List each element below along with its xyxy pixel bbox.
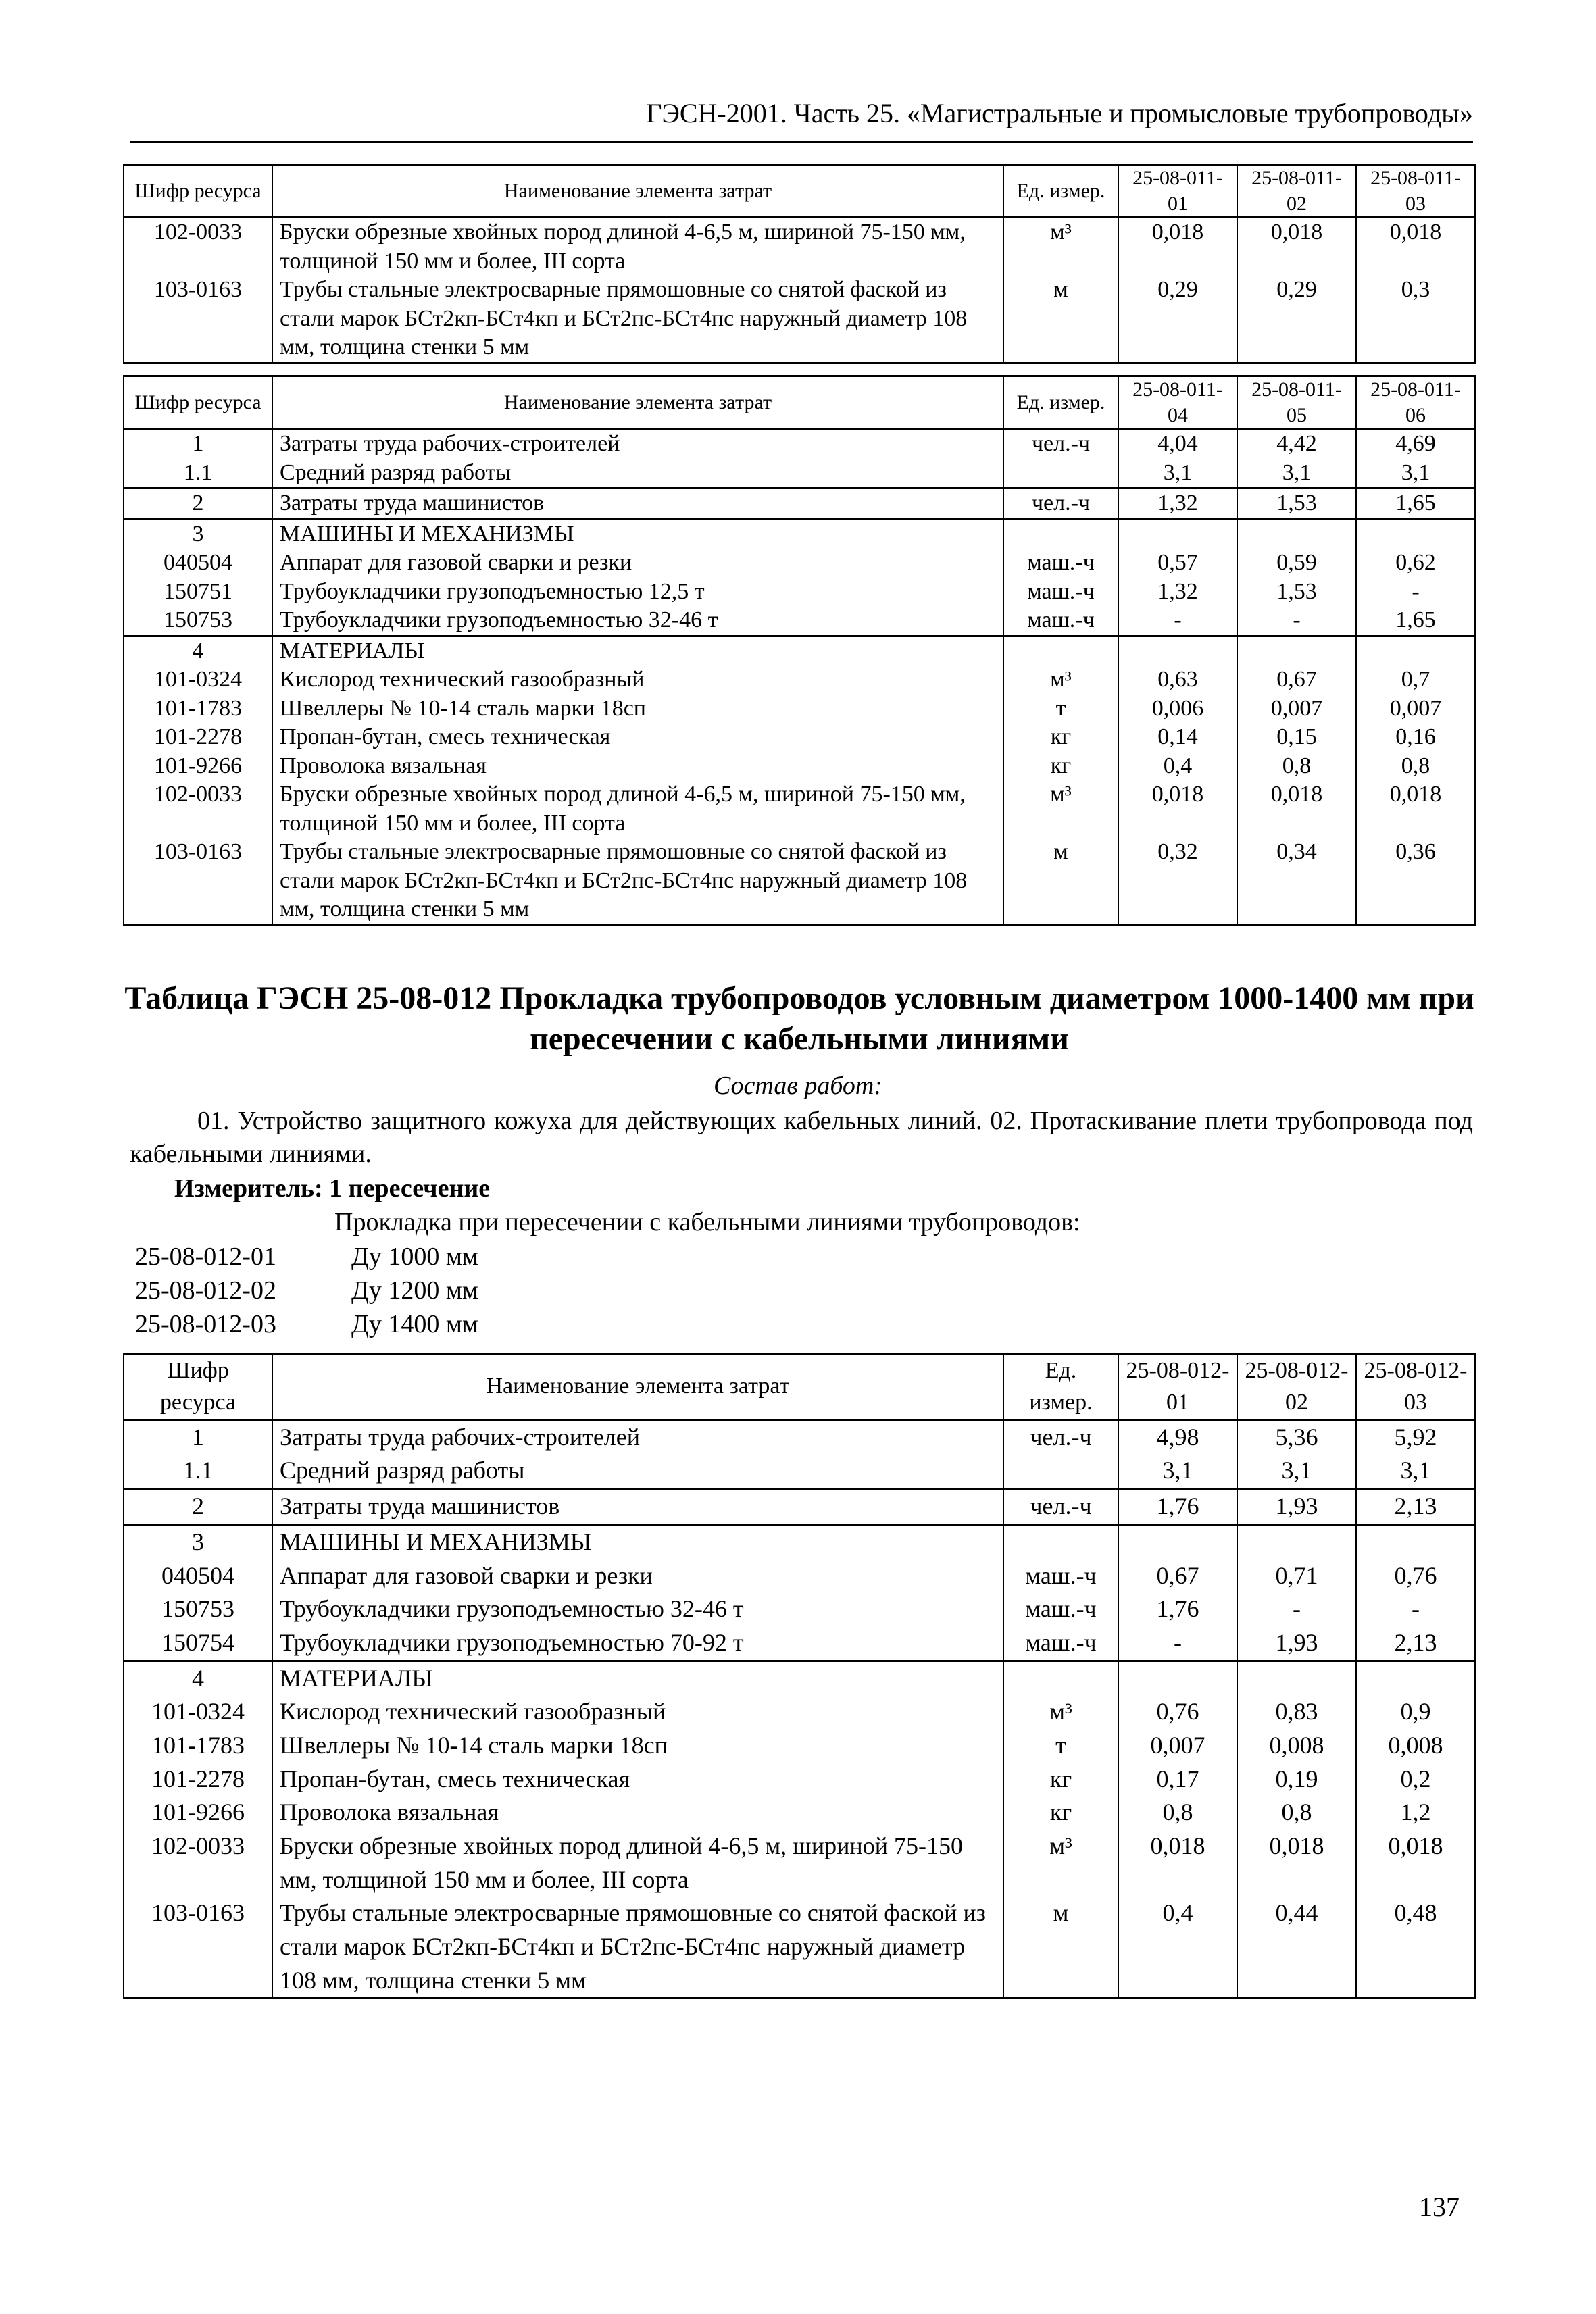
- value-cell: 0,4: [1118, 752, 1237, 781]
- variant-code: 25-08-012-02: [135, 1276, 276, 1305]
- value-cell: 0,018: [1118, 218, 1237, 276]
- resource-code: 101-0324: [124, 1695, 272, 1729]
- value-cell: 0,3: [1356, 276, 1475, 363]
- unit-cell: [1003, 519, 1118, 549]
- cost-element-name: МАШИНЫ И МЕХАНИЗМЫ: [272, 519, 1003, 549]
- cost-element-name: Швеллеры № 10-14 сталь марки 18сп: [272, 1729, 1003, 1763]
- column-header-variant: 25-08-011-05: [1237, 376, 1356, 429]
- value-cell: 0,62: [1356, 549, 1475, 578]
- unit-cell: т: [1003, 1729, 1118, 1763]
- value-cell: 0,67: [1237, 665, 1356, 695]
- column-header-code: Шифр ресурса: [124, 165, 272, 218]
- table-row: [124, 752, 1475, 781]
- cost-element-name: МАТЕРИАЛЫ: [272, 1661, 1003, 1695]
- value-cell: 0,018: [1356, 218, 1475, 276]
- value-cell: 0,29: [1118, 276, 1237, 363]
- resource-code: 2: [124, 488, 272, 520]
- unit-cell: кг: [1003, 723, 1118, 752]
- cost-element-name: Трубоукладчики грузоподъемностью 12,5 т: [272, 578, 1003, 607]
- unit-cell: м³: [1003, 1695, 1118, 1729]
- value-cell: -: [1356, 1592, 1475, 1626]
- column-header-name: Наименование элемента затрат: [272, 1355, 1003, 1420]
- resource-code: 150754: [124, 1626, 272, 1661]
- unit-cell: м: [1003, 276, 1118, 363]
- value-cell: 0,36: [1356, 838, 1475, 925]
- value-cell: 1,76: [1118, 1592, 1237, 1626]
- value-cell: 2,13: [1356, 1489, 1475, 1525]
- value-cell: 0,018: [1237, 218, 1356, 276]
- value-cell: 0,16: [1356, 723, 1475, 752]
- value-cell: 0,57: [1118, 549, 1237, 578]
- value-cell: 0,9: [1356, 1695, 1475, 1729]
- table-row: [124, 488, 1475, 520]
- value-cell: 0,7: [1356, 665, 1475, 695]
- variant-code: 25-08-012-03: [135, 1310, 276, 1338]
- value-cell: [1118, 519, 1237, 549]
- variant-item: [135, 1242, 478, 1272]
- resource-code: 1.1: [124, 459, 272, 488]
- cost-element-name: Кислород технический газообразный: [272, 1695, 1003, 1729]
- table-row: [124, 838, 1475, 925]
- value-cell: 3,1: [1118, 459, 1237, 488]
- value-cell: [1237, 1524, 1356, 1559]
- value-cell: [1237, 519, 1356, 549]
- column-header-variant: 25-08-011-03: [1356, 165, 1475, 218]
- cost-element-name: Пропан-бутан, смесь техническая: [272, 723, 1003, 752]
- unit-cell: м³: [1003, 665, 1118, 695]
- unit-cell: маш.-ч: [1003, 549, 1118, 578]
- unit-cell: маш.-ч: [1003, 1626, 1118, 1661]
- value-cell: 0,8: [1237, 1796, 1356, 1830]
- unit-cell: [1003, 1661, 1118, 1695]
- value-cell: 1,53: [1237, 488, 1356, 520]
- unit-cell: м: [1003, 1896, 1118, 1998]
- value-cell: 0,006: [1118, 695, 1237, 724]
- variants-intro: Прокладка при пересечении с кабельными линиями трубопроводов:: [334, 1208, 1080, 1236]
- column-header-code: Шифр ресурса: [124, 1355, 272, 1420]
- value-cell: 0,48: [1356, 1896, 1475, 1998]
- unit-cell: [1003, 1454, 1118, 1488]
- table-row: [124, 665, 1475, 695]
- unit-cell: чел.-ч: [1003, 1419, 1118, 1454]
- resource-code: 3: [124, 1524, 272, 1559]
- cost-element-name: Затраты труда рабочих-строителей: [272, 1419, 1003, 1454]
- unit-cell: [1003, 459, 1118, 488]
- cost-element-name: Трубоукладчики грузоподъемностью 70-92 т: [272, 1626, 1003, 1661]
- table-row: [124, 1524, 1475, 1559]
- resource-code: 102-0033: [124, 1830, 272, 1896]
- resource-code: 101-2278: [124, 723, 272, 752]
- value-cell: 0,14: [1118, 723, 1237, 752]
- resource-code: 1: [124, 429, 272, 459]
- table-row: [124, 606, 1475, 636]
- value-cell: 0,76: [1356, 1559, 1475, 1593]
- value-cell: [1356, 519, 1475, 549]
- value-cell: 5,36: [1237, 1419, 1356, 1454]
- value-cell: 0,29: [1237, 276, 1356, 363]
- value-cell: 0,59: [1237, 549, 1356, 578]
- resource-code: 150753: [124, 606, 272, 636]
- value-cell: [1356, 636, 1475, 665]
- column-header-variant: 25-08-012-03: [1356, 1355, 1475, 1420]
- resource-code: 1.1: [124, 1454, 272, 1488]
- resource-code: 3: [124, 519, 272, 549]
- value-cell: [1118, 1661, 1237, 1695]
- table-row: [124, 1830, 1475, 1896]
- column-header-unit: Ед. измер.: [1003, 165, 1118, 218]
- cost-element-name: Швеллеры № 10-14 сталь марки 18сп: [272, 695, 1003, 724]
- value-cell: 2,13: [1356, 1626, 1475, 1661]
- table-row: [124, 459, 1475, 488]
- column-header-name: Наименование элемента затрат: [272, 376, 1003, 429]
- cost-element-name: Трубоукладчики грузоподъемностью 32-46 т: [272, 1592, 1003, 1626]
- value-cell: 0,007: [1356, 695, 1475, 724]
- resource-code: 4: [124, 1661, 272, 1695]
- cost-element-name: Затраты труда рабочих-строителей: [272, 429, 1003, 459]
- column-header-variant: 25-08-011-06: [1356, 376, 1475, 429]
- value-cell: [1237, 1661, 1356, 1695]
- value-cell: 0,63: [1118, 665, 1237, 695]
- value-cell: [1237, 636, 1356, 665]
- table-row: [124, 519, 1475, 549]
- unit-cell: м: [1003, 838, 1118, 925]
- value-cell: 0,17: [1118, 1763, 1237, 1796]
- table-row: [124, 218, 1475, 276]
- value-cell: 0,19: [1237, 1763, 1356, 1796]
- value-cell: 1,93: [1237, 1489, 1356, 1525]
- table-row: [124, 1661, 1475, 1695]
- table-row: [124, 1489, 1475, 1525]
- cost-element-name: Проволока вязальная: [272, 1796, 1003, 1830]
- column-header-variant: 25-08-012-02: [1237, 1355, 1356, 1420]
- resource-code: 101-0324: [124, 665, 272, 695]
- unit-cell: т: [1003, 695, 1118, 724]
- unit-cell: чел.-ч: [1003, 488, 1118, 520]
- value-cell: 0,2: [1356, 1763, 1475, 1796]
- value-cell: 0,018: [1118, 780, 1237, 838]
- composition-label: Состав работ:: [713, 1072, 883, 1100]
- cost-element-name: Трубы стальные электросварные прямошовные со снятой фаской из стали марок БСт2кп-БСт4кп и БСт2пс-БСт4пс наружный диаметр 108 мм, толщина стенки 5 мм: [272, 276, 1003, 363]
- table-row: [124, 780, 1475, 838]
- column-header-variant: 25-08-011-02: [1237, 165, 1356, 218]
- resource-code: 101-9266: [124, 752, 272, 781]
- table-row: [124, 1592, 1475, 1626]
- value-cell: 0,008: [1356, 1729, 1475, 1763]
- value-cell: -: [1237, 606, 1356, 636]
- resource-code: 101-1783: [124, 1729, 272, 1763]
- variant-desc: Ду 1000 мм: [351, 1242, 479, 1271]
- value-cell: 0,018: [1118, 1830, 1237, 1896]
- unit-cell: маш.-ч: [1003, 1592, 1118, 1626]
- cost-element-name: Пропан-бутан, смесь техническая: [272, 1763, 1003, 1796]
- value-cell: 4,04: [1118, 429, 1237, 459]
- unit-cell: чел.-ч: [1003, 429, 1118, 459]
- value-cell: -: [1118, 606, 1237, 636]
- unit-cell: м³: [1003, 218, 1118, 276]
- table-row: [124, 276, 1475, 363]
- cost-element-name: Затраты труда машинистов: [272, 1489, 1003, 1525]
- cost-element-name: МАШИНЫ И МЕХАНИЗМЫ: [272, 1524, 1003, 1559]
- value-cell: 0,44: [1237, 1896, 1356, 1998]
- table-row: [124, 723, 1475, 752]
- value-cell: 0,32: [1118, 838, 1237, 925]
- column-header-unit: Ед. измер.: [1003, 376, 1118, 429]
- value-cell: 1,2: [1356, 1796, 1475, 1830]
- cost-element-name: Средний разряд работы: [272, 459, 1003, 488]
- table-row: [124, 578, 1475, 607]
- value-cell: 0,008: [1237, 1729, 1356, 1763]
- table-row: [124, 1695, 1475, 1729]
- value-cell: 3,1: [1237, 459, 1356, 488]
- value-cell: 1,93: [1237, 1626, 1356, 1661]
- table-row: [124, 429, 1475, 459]
- table-row: [124, 1763, 1475, 1796]
- table-row: [124, 695, 1475, 724]
- value-cell: 4,69: [1356, 429, 1475, 459]
- resource-code: 040504: [124, 1559, 272, 1593]
- cost-element-name: Затраты труда машинистов: [272, 488, 1003, 520]
- section-title: Таблица ГЭСН 25-08-012 Прокладка трубопроводов условным диаметром 1000-1400 мм при пересечении с кабельными линиями: [124, 980, 1474, 1057]
- variant-code: 25-08-012-01: [135, 1242, 276, 1271]
- variant-desc: Ду 1200 мм: [351, 1276, 479, 1305]
- value-cell: 0,007: [1237, 695, 1356, 724]
- unit-cell: кг: [1003, 1763, 1118, 1796]
- value-cell: 3,1: [1356, 1454, 1475, 1488]
- variant-item: [135, 1276, 478, 1305]
- cost-element-name: Средний разряд работы: [272, 1454, 1003, 1488]
- value-cell: 1,32: [1118, 578, 1237, 607]
- variant-item: [135, 1309, 478, 1339]
- unit-cell: [1003, 1524, 1118, 1559]
- table-row: [124, 1729, 1475, 1763]
- cost-element-name: Трубоукладчики грузоподъемностью 32-46 т: [272, 606, 1003, 636]
- cost-table-011-01-03: [123, 164, 1476, 364]
- resource-code: 1: [124, 1419, 272, 1454]
- cost-element-name: МАТЕРИАЛЫ: [272, 636, 1003, 665]
- value-cell: [1356, 1524, 1475, 1559]
- resource-code: 2: [124, 1489, 272, 1525]
- value-cell: 3,1: [1356, 459, 1475, 488]
- cost-element-name: Бруски обрезные хвойных пород длиной 4-6,5 м, шириной 75-150 мм, толщиной 150 мм и более, III сорта: [272, 218, 1003, 276]
- resource-code: 101-2278: [124, 1763, 272, 1796]
- measure-unit: Измеритель: 1 пересечение: [174, 1174, 491, 1203]
- cost-element-name: Трубы стальные электросварные прямошовные со снятой фаской из стали марок БСт2кп-БСт4кп и БСт2пс-БСт4пс наружный диаметр 108 мм, толщина стенки 5 мм: [272, 838, 1003, 925]
- column-header-variant: 25-08-011-01: [1118, 165, 1237, 218]
- value-cell: -: [1356, 578, 1475, 607]
- cost-table-011-04-06: [123, 375, 1476, 926]
- value-cell: 1,53: [1237, 578, 1356, 607]
- value-cell: 0,018: [1237, 1830, 1356, 1896]
- column-header-variant: 25-08-011-04: [1118, 376, 1237, 429]
- unit-cell: чел.-ч: [1003, 1489, 1118, 1525]
- value-cell: 0,018: [1237, 780, 1356, 838]
- resource-code: 040504: [124, 549, 272, 578]
- resource-code: 101-9266: [124, 1796, 272, 1830]
- value-cell: -: [1118, 1626, 1237, 1661]
- value-cell: 0,15: [1237, 723, 1356, 752]
- resource-code: 101-1783: [124, 695, 272, 724]
- resource-code: 103-0163: [124, 1896, 272, 1998]
- unit-cell: м³: [1003, 780, 1118, 838]
- resource-code: 4: [124, 636, 272, 665]
- value-cell: 1,32: [1118, 488, 1237, 520]
- table-row: [124, 1419, 1475, 1454]
- unit-cell: [1003, 636, 1118, 665]
- resource-code: 103-0163: [124, 276, 272, 363]
- cost-element-name: Бруски обрезные хвойных пород длиной 4-6,5 м, шириной 75-150 мм, толщиной 150 мм и более, III сорта: [272, 1830, 1003, 1896]
- work-description: 01. Устройство защитного кожуха для действующих кабельных линий. 02. Протаскивание плети трубопровода под кабельными линиями.: [130, 1107, 1473, 1169]
- value-cell: 1,76: [1118, 1489, 1237, 1525]
- value-cell: [1356, 1661, 1475, 1695]
- value-cell: 0,8: [1118, 1796, 1237, 1830]
- value-cell: 0,71: [1237, 1559, 1356, 1593]
- value-cell: 0,76: [1118, 1695, 1237, 1729]
- unit-cell: маш.-ч: [1003, 1559, 1118, 1593]
- table-row: [124, 1896, 1475, 1998]
- value-cell: 0,34: [1237, 838, 1356, 925]
- resource-code: 150751: [124, 578, 272, 607]
- value-cell: 0,4: [1118, 1896, 1237, 1998]
- value-cell: -: [1237, 1592, 1356, 1626]
- value-cell: 3,1: [1118, 1454, 1237, 1488]
- table-row: [124, 1454, 1475, 1488]
- running-header: ГЭСН-2001. Часть 25. «Магистральные и промысловые трубопроводы»: [646, 98, 1473, 128]
- table-row: [124, 1796, 1475, 1830]
- value-cell: 1,65: [1356, 488, 1475, 520]
- value-cell: 5,92: [1356, 1419, 1475, 1454]
- cost-table-012: [123, 1353, 1476, 1999]
- value-cell: 1,65: [1356, 606, 1475, 636]
- unit-cell: м³: [1003, 1830, 1118, 1896]
- cost-element-name: Трубы стальные электросварные прямошовные со снятой фаской из стали марок БСт2кп-БСт4кп и БСт2пс-БСт4пс наружный диаметр 108 мм, толщина стенки 5 мм: [272, 1896, 1003, 1998]
- resource-code: 103-0163: [124, 838, 272, 925]
- value-cell: [1118, 636, 1237, 665]
- table-row: [124, 549, 1475, 578]
- resource-code: 102-0033: [124, 218, 272, 276]
- cost-element-name: Бруски обрезные хвойных пород длиной 4-6,5 м, шириной 75-150 мм, толщиной 150 мм и более, III сорта: [272, 780, 1003, 838]
- unit-cell: кг: [1003, 1796, 1118, 1830]
- cost-element-name: Аппарат для газовой сварки и резки: [272, 1559, 1003, 1593]
- value-cell: 4,42: [1237, 429, 1356, 459]
- page-number: 137: [1419, 2192, 1460, 2222]
- value-cell: 0,8: [1237, 752, 1356, 781]
- value-cell: 4,98: [1118, 1419, 1237, 1454]
- value-cell: 0,8: [1356, 752, 1475, 781]
- unit-cell: маш.-ч: [1003, 606, 1118, 636]
- value-cell: 0,018: [1356, 780, 1475, 838]
- value-cell: 0,67: [1118, 1559, 1237, 1593]
- unit-cell: кг: [1003, 752, 1118, 781]
- value-cell: 3,1: [1237, 1454, 1356, 1488]
- resource-code: 102-0033: [124, 780, 272, 838]
- value-cell: 0,018: [1356, 1830, 1475, 1896]
- header-rule: [130, 141, 1473, 143]
- variant-desc: Ду 1400 мм: [351, 1310, 479, 1338]
- column-header-variant: 25-08-012-01: [1118, 1355, 1237, 1420]
- column-header-name: Наименование элемента затрат: [272, 165, 1003, 218]
- column-header-unit: Ед. измер.: [1003, 1355, 1118, 1420]
- table-row: [124, 636, 1475, 665]
- value-cell: [1118, 1524, 1237, 1559]
- cost-element-name: Проволока вязальная: [272, 752, 1003, 781]
- resource-code: 150753: [124, 1592, 272, 1626]
- column-header-code: Шифр ресурса: [124, 376, 272, 429]
- unit-cell: маш.-ч: [1003, 578, 1118, 607]
- table-row: [124, 1559, 1475, 1593]
- cost-element-name: Кислород технический газообразный: [272, 665, 1003, 695]
- value-cell: 0,83: [1237, 1695, 1356, 1729]
- cost-element-name: Аппарат для газовой сварки и резки: [272, 549, 1003, 578]
- value-cell: 0,007: [1118, 1729, 1237, 1763]
- table-row: [124, 1626, 1475, 1661]
